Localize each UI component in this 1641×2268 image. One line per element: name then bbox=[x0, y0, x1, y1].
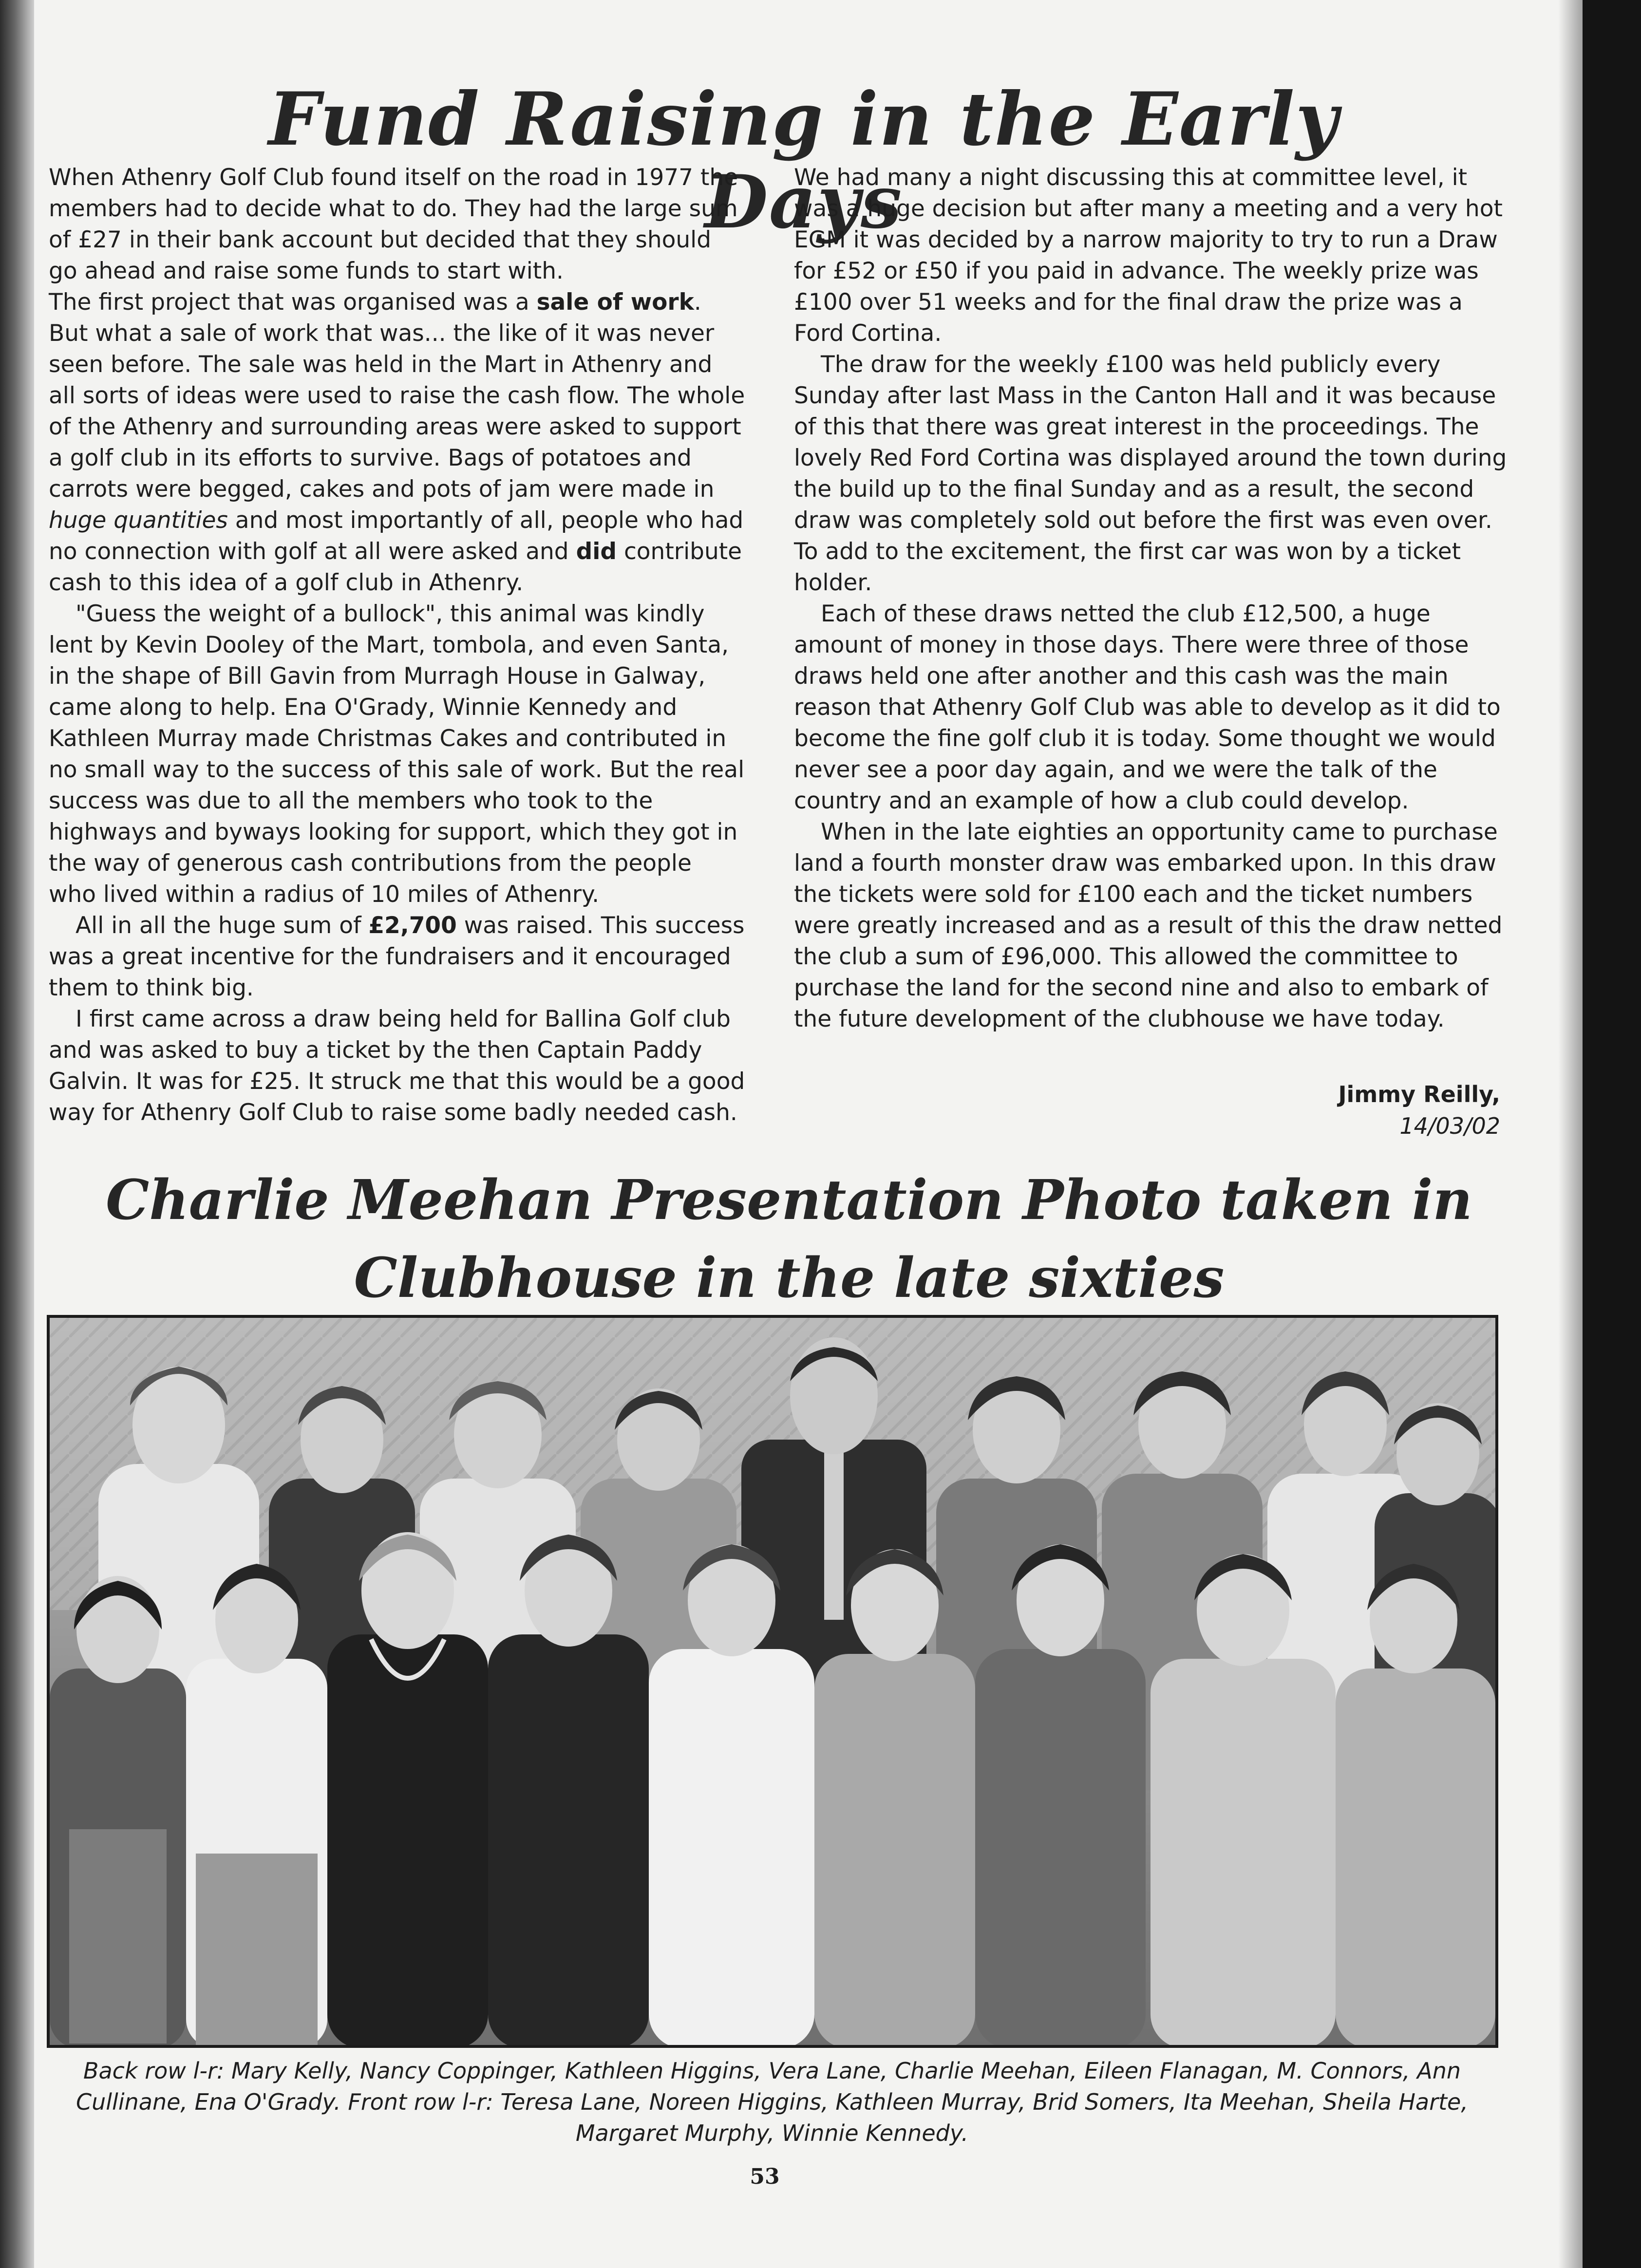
left-paragraph-4: All in all the huge sum of £2,700 was raised. This success was a great incentive for the fundraisers and it encouraged them to think big. bbox=[49, 912, 745, 1001]
right-paragraph-3: Each of these draws netted the club £12,500, a huge amount of money in those days. There were three of those draws held one after another and this cash was the main reason that Athenry Golf Club was able to develop as it did to become the fine golf club it is today. Some thought we would never see a poor day again, and we were the talk of the country and an example of how a club could develop. bbox=[794, 600, 1501, 814]
left-paragraph-3: "Guess the weight of a bullock", this animal was kindly lent by Kevin Dooley of the Mart, tombola, and even Santa, in the shape of Bill Gavin from Murragh House in Galway, came along to help. Ena O'Grady, Winnie Kennedy and Kathleen Murray made Christmas Cakes and contributed in no small way to the success of this sale of work. But the real success was due to all the members who took to the highways and byways looking for support, which they got in the way of generous cash contributions from the people who lived within a radius of 10 miles of Athenry. bbox=[49, 600, 745, 908]
scan-shadow-left bbox=[0, 0, 34, 2268]
right-paragraph-4: When in the late eighties an opportunity came to purchase land a fourth monster draw was embarked upon. In this draw the tickets were sold for £100 each and the ticket numbers were greatly increased and as a result of this the draw netted the club a sum of £96,000. This allowed the committee to purchase the land for the second nine and also to embark of the future development of the clubhouse we have today. bbox=[794, 819, 1503, 1032]
author-signature: Jimmy Reilly, bbox=[1338, 1081, 1500, 1107]
article-date: 14/03/02 bbox=[1399, 1113, 1500, 1139]
group-photograph bbox=[47, 1315, 1498, 2048]
right-paragraph-2: The draw for the weekly £100 was held publicly every Sunday after last Mass in the Canton Hall and it was because of this that there was great interest in the proceedings. The lovely Red Ford Cortina was displayed around the town during the build up to the final Sunday and as a result, the second draw was completely sold out before the first was even over. To add to the excitement, the first car was won by a ticket holder. bbox=[794, 351, 1507, 596]
photo-heading-line-1: Charlie Meehan Presentation Photo taken in bbox=[106, 1168, 1472, 1232]
emphasis-sale-of-work: sale of work bbox=[536, 289, 694, 316]
article-title: Fund Raising in the Early Days bbox=[268, 76, 1339, 245]
emphasis-did: did bbox=[576, 538, 617, 565]
left-paragraph-2: The first project that was organised was a sale of work. But what a sale of work that was... the like of it was never seen before. The sale was held in the Mart in Athenry and all sorts of ideas were used to raise the cash flow. The whole of the Athenry and surrounding areas were asked to support a golf club in its efforts to survive. Bags of potatoes and carrots were begged, cakes and pots of jam were made in huge quantities and most importantly of all, people who had no connection with golf at all were asked and did contribute cash to this idea of a golf club in Athenry. bbox=[49, 289, 745, 596]
group-photo-illustration bbox=[50, 1318, 1495, 2045]
photo-caption: Back row l-r: Mary Kelly, Nancy Coppinger, Kathleen Higgins, Vera Lane, Charlie Meehan, Eileen Flanagan, M. Connors, Ann Cullinane, Ena O'Grady. Front row l-r: Teresa Lane, Noreen Higgins, Kathleen Murray, Brid Somers, Ita Meehan, Sheila Harte, Margaret Murphy, Winnie Kennedy. bbox=[76, 2058, 1468, 2146]
article-right-column bbox=[794, 162, 1515, 1035]
article-left-column bbox=[49, 162, 745, 1128]
front-row-people bbox=[50, 1532, 1495, 2045]
scan-shadow-right bbox=[1583, 0, 1641, 2268]
emphasis-amount-raised: £2,700 bbox=[368, 912, 457, 939]
page-number: 53 bbox=[750, 2164, 780, 2189]
left-paragraph-1: When Athenry Golf Club found itself on the road in 1977 the members had to decide what to do. They had the large sum of £27 in their bank account but decided that they should go ahead and raise some funds to start with. bbox=[49, 164, 738, 284]
left-paragraph-5: I first came across a draw being held for Ballina Golf club and was asked to buy a ticket by the then Captain Paddy Galvin. It was for £25. It struck me that this would be a good way for Athenry Golf Club to raise some badly needed cash. bbox=[49, 1006, 745, 1126]
photo-heading-line-2: Clubhouse in the late sixties bbox=[354, 1246, 1225, 1310]
right-paragraph-1: We had many a night discussing this at committee level, it was a huge decision but after many a meeting and a very hot EGM it was decided by a narrow majority to try to run a Draw for £52 or £50 if you paid in advance. The weekly prize was £100 over 51 weeks and for the final draw the prize was a Ford Cortina. bbox=[794, 164, 1503, 347]
emphasis-huge-quantities: huge quantities bbox=[49, 507, 228, 534]
photo-heading bbox=[58, 1162, 1520, 1317]
